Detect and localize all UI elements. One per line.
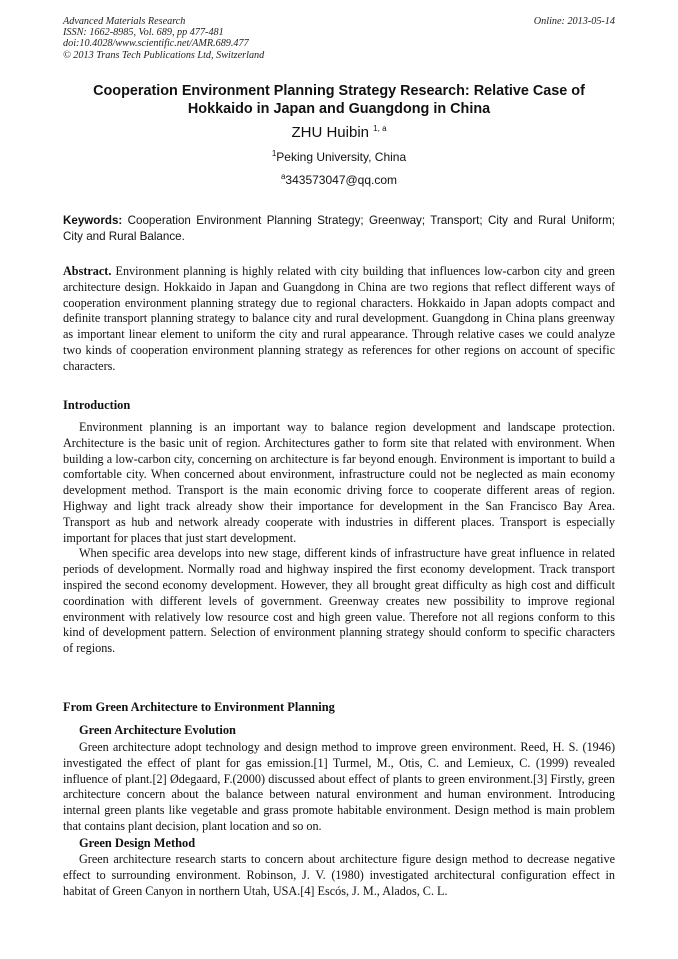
keywords — [63, 213, 615, 245]
paper-title — [40, 82, 638, 118]
section2-paragraph-2: Green architecture research starts to concern about architecture figure design method to decrease negative effect to surrounding environment. Robinson, J. V. (1980) investigated architectural configuration effect in habitat of Green Canyon in northern Utah, USA.[4] Escós, J. M., Alados, C. L. — [63, 852, 615, 898]
affiliation-text: Peking University, China — [276, 150, 407, 164]
abstract — [63, 264, 615, 375]
doi-line: doi:10.4028/www.scientific.net/AMR.689.477 — [63, 38, 249, 50]
copyright-line: © 2013 Trans Tech Publications Ltd, Switzerland — [63, 49, 265, 61]
author-sup: 1, a — [373, 124, 387, 133]
journal-header — [63, 16, 615, 61]
intro-heading: Introduction — [63, 398, 131, 412]
section2-body-1 — [63, 740, 615, 835]
subsection-heading-2: Green Design Method — [79, 836, 196, 850]
affiliation-sup: 1 — [271, 149, 277, 158]
online-date: Online: 2013-05-14 — [533, 16, 615, 27]
keywords-text: Cooperation Environment Planning Strategy; Greenway; Transport; City and Rural Uniform; City and Rural Balance. — [63, 214, 615, 243]
email — [0, 173, 678, 187]
author-name: ZHU Huibin — [291, 124, 369, 141]
author — [0, 124, 678, 141]
email-sup: a — [280, 172, 286, 181]
intro-paragraph-2: When specific area develops into new stage, different kinds of infrastructure have great influence in related periods of development. Normally road and highway inspired the first economy development. Track transport inspired the second economy development. However, they all brought great difficulty as high cost and difficult coordination with different levels of government. Greenway creates new possibility to improve regional environment with relatively low resource cost and high green value. Therefore not all regions conform to this kind of development pattern. Selection of environment planning strategy should conform to specific characters of regions. — [63, 546, 615, 656]
email-text: 343573047@qq.com — [285, 173, 398, 187]
title-line-1: Cooperation Environment Planning Strategy Research: Relative Case of — [93, 83, 585, 99]
intro-paragraph-1: Environment planning is an important way to balance region development and landscape protection. Architecture is the basic unit of region. Architectures gather to form site that related with environment. When building a low-carbon city, concerning on architecture is far beyond enough. Environment is important to build a comfortable city. When concerned about environment, infrastructure could not be neglected as main economy development method. Transport is the main economic driving force to cooperate different areas of region. Highway and light track already show their importance for development in the San Francisco Bay Area. Transport as hub and network already cooperate with industries in different places. Transport is especially important for places that just start development. — [63, 420, 615, 545]
keywords-label: Keywords: — [63, 214, 123, 227]
affiliation — [0, 150, 678, 164]
section-heading: From Green Architecture to Environment Planning — [63, 700, 335, 714]
subsection-heading-1: Green Architecture Evolution — [79, 723, 236, 737]
issn-line: ISSN: 1662-8985, Vol. 689, pp 477-481 — [63, 27, 224, 39]
section2-body-2 — [63, 852, 615, 899]
title-line-2: Hokkaido in Japan and Guangdong in China — [187, 101, 491, 117]
abstract-text: Environment planning is highly related with city building that influences low-carbon city and green architecture design. Hokkaido in Japan and Guangdong in China are two regions that reflect different ways of cooperation environment planning strategy due to regional characters. Hokkaido in Japan adopts compact and definite transport planning strategy to balance city and rural development. Guangdong in China plans greenway as important linear element to uniform the city and rural appearance. Through relative cases we could analyze two kinds of cooperation environment planning strategy as references for other regions on account of specific characters. — [63, 264, 615, 373]
intro-body — [63, 420, 615, 657]
abstract-label: Abstract. — [63, 264, 112, 278]
section2-paragraph-1: Green architecture adopt technology and design method to improve green environment. Reed, H. S. (1946) investigated the effect of plant for gas emission.[1] Turmel, M., Otis, C. and Lemieux, C. (1999) revealed influence of plant.[2] Ødegaard, F.(2000) discussed about effect of plants to green environment.[3] Firstly, green architecture concern about the balance between natural environment and human environment. Introducing internal green plants like vegetable and grass promote habitable environment. Design method is main problem that contains plant decision, plant location and so on. — [63, 740, 615, 833]
journal-name: Advanced Materials Research — [63, 16, 186, 27]
